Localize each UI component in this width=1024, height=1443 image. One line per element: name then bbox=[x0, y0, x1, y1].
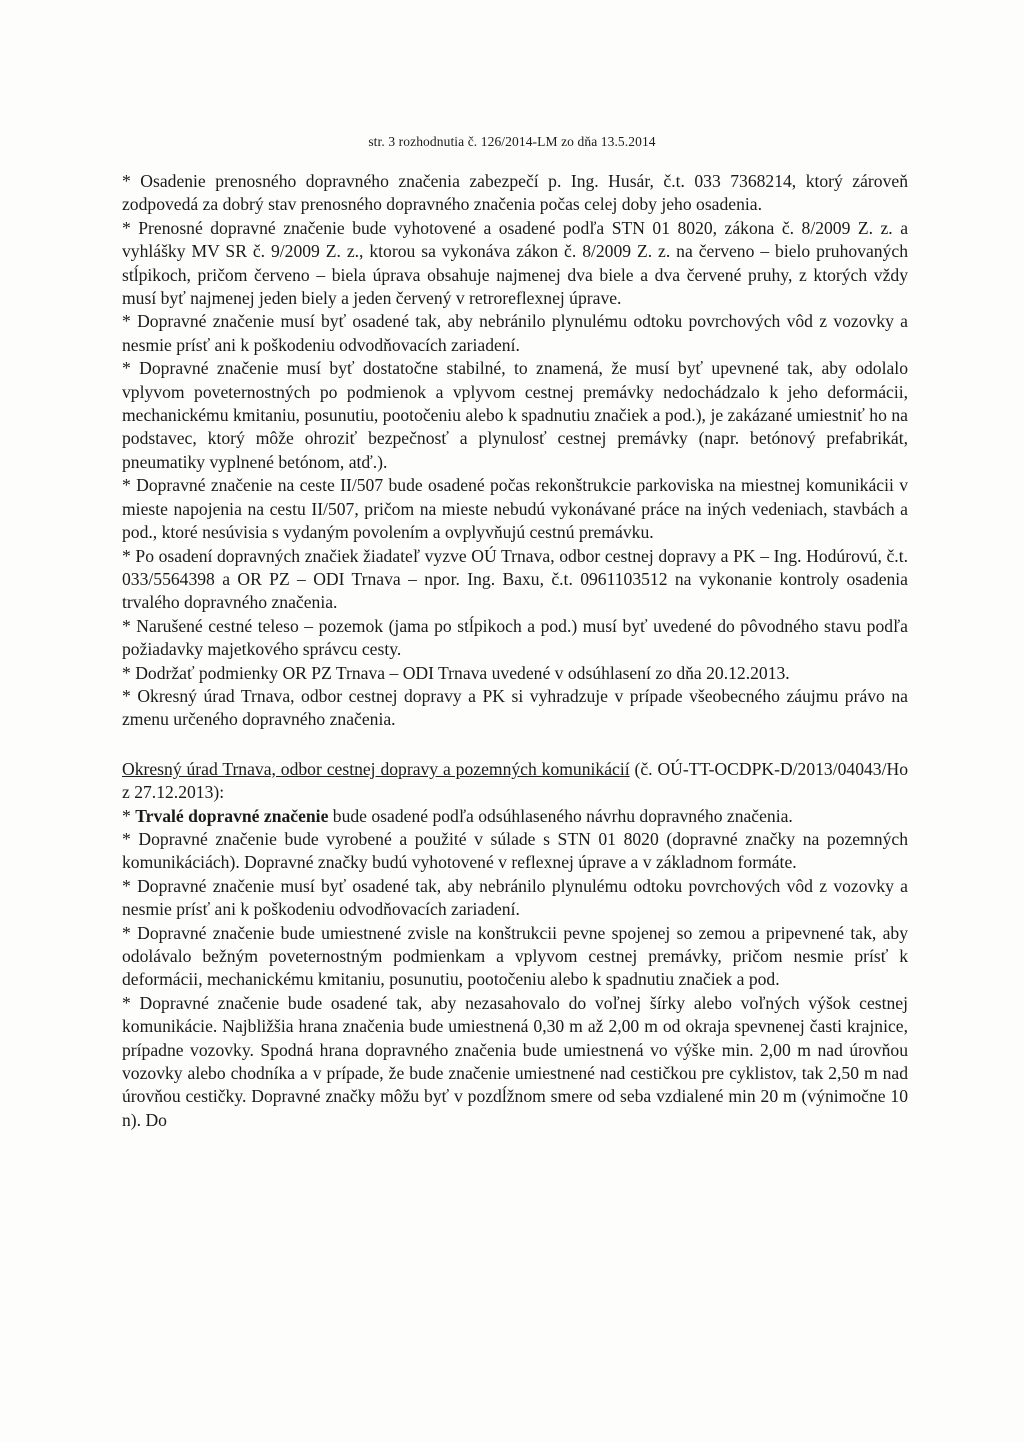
paragraph: * Dopravné značenie musí byť dostatočne stabilné, to znamená, že musí byť upevnené tak, aby odolalo vplyvom poveternostných po podmienok a vplyvom cestnej premávky nedochádzalo k jeho deformácii, mechanickému kmitaniu, posunutiu, pootočeniu alebo k spadnutiu značiek a pod.), je zakázané umiestniť ho na podstavec, ktorý môže ohroziť bezpečnosť a plynulosť cestnej premávky (napr. betónový prefabrikát, pneumatiky vyplnené betónom, atď.). bbox=[122, 358, 908, 472]
paragraph: * Prenosné dopravné značenie bude vyhotovené a osadené podľa STN 01 8020, zákona č. 8/2009 Z. z. a vyhlášky MV SR č. 9/2009 Z. z., ktorou sa vykonáva zákon č. 8/2009 Z. z. na červeno – bielo pruhovaných stĺpikoch, pričom červeno – biela úprava obsahuje najmenej dva biele a dva červené pruhy, z ktorých vždy musí byť najmenej jeden biely a jeden červený v retroreflexnej úprave. bbox=[122, 217, 908, 309]
page-header: str. 3 rozhodnutia č. 126/2014-LM zo dňa 13.5.2014 bbox=[368, 134, 656, 149]
paragraph: * Dopravné značenie bude vyrobené a použité v súlade s STN 01 8020 (dopravné značky na pozemných komunikáciách). Dopravné značky budú vyhotovené v reflexnej úprave a v základnom formáte. bbox=[122, 828, 908, 873]
paragraph: * Dopravné značenie musí byť osadené tak, aby nebránilo plynulému odtoku povrchových vôd z vozovky a nesmie prísť ani k poškodeniu odvodňovacích zariadení. bbox=[122, 311, 908, 355]
paragraph: * Narušené cestné teleso – pozemok (jama po stĺpikoch a pod.) musí byť uvedené do pôvodného stavu podľa požiadavky majetkového správcu cesty. bbox=[122, 615, 908, 660]
section-heading-underlined: Okresný úrad Trnava, odbor cestnej dopravy a pozemných komunikácií bbox=[122, 758, 630, 779]
paragraph: * Dopravné značenie na ceste II/507 bude osadené počas rekonštrukcie parkoviska na miestnej komunikácii v mieste napojenia na cestu II/507, pričom na mieste nebudú vykonávané práce na iných vedeniach, stavbách a pod., ktoré nesúvisia s vydaným povolením a ovplyvňujú cestnú premávku. bbox=[122, 475, 908, 543]
section-gap bbox=[122, 732, 908, 758]
paragraph: * Osadenie prenosného dopravného značenia zabezpečí p. Ing. Husár, č.t. 033 7368214, ktorý zároveň zodpovedá za dobrý stav prenosného dopravného značenia počas celej doby jeho osadenia. bbox=[122, 171, 908, 215]
paragraph: * Dopravné značenie bude osadené tak, aby nezasahovalo do voľnej šírky alebo voľných výšok cestnej komunikácie. Najbližšia hrana značenia bude umiestnená 0,30 m až 2,00 m od okraja spevnenej časti krajnice, prípadne vozovky. Spodná hrana dopravného značenia bude umiestnená vo výške min. 2,00 m nad úrovňou vozovky alebo chodníka a v prípade, že bude značenie umiestnené nad cestičkou pre cyklistov, tak 2,50 m nad úrovňou cestičky. Dopravné značky môžu byť v pozdĺžnom smere od seba vzdialené min 20 m (výnimočne 10 n). Do bbox=[122, 992, 908, 1130]
bold-term: Trvalé dopravné značenie bbox=[135, 805, 329, 826]
paragraph: * Dodržať podmienky OR PZ Trnava – ODI Trnava uvedené v odsúhlasení zo dňa 20.12.2013. bbox=[122, 662, 790, 683]
paragraph: * Po osadení dopravných značiek žiadateľ vyzve OÚ Trnava, odbor cestnej dopravy a PK – Ing. Hodúrovú, č.t. 033/5564398 a OR PZ – ODI Trnava – npor. Ing. Baxu, č.t. 0961103512 na vykonanie kontroly osadenia trvalého dopravného značenia. bbox=[122, 545, 908, 613]
document-body bbox=[122, 170, 908, 1132]
paragraph: * Dopravné značenie bude umiestnené zvisle na konštrukcii pevne spojenej so zemou a pripevnené tak, aby odolávalo bežným poveternostným podmienkam a vplyvom cestnej premávky, pričom nesmie prísť k deformácii, mechanickému kmitaniu, posunutiu, pootočeniu alebo k spadnutiu značiek a pod. bbox=[122, 922, 908, 990]
section-heading-reference: (č. OÚ-TT-OCDPK-D/2013/04043/Ho z 27.12.2013): bbox=[122, 758, 908, 803]
bullet-star: * bbox=[122, 805, 136, 826]
paragraph: * Okresný úrad Trnava, odbor cestnej dopravy a PK si vyhradzuje v prípade všeobecného záujmu právo na zmenu určeného dopravného značenia. bbox=[122, 685, 908, 730]
paragraph-first-item bbox=[122, 805, 908, 828]
section-heading bbox=[122, 758, 908, 805]
paragraph-rest: bude osadené podľa odsúhlaseného návrhu dopravného značenia. bbox=[328, 805, 793, 826]
paragraph: * Dopravné značenie musí byť osadené tak, aby nebránilo plynulému odtoku povrchových vôd z vozovky a nesmie prísť ani k poškodeniu odvodňovacích zariadení. bbox=[122, 875, 908, 920]
